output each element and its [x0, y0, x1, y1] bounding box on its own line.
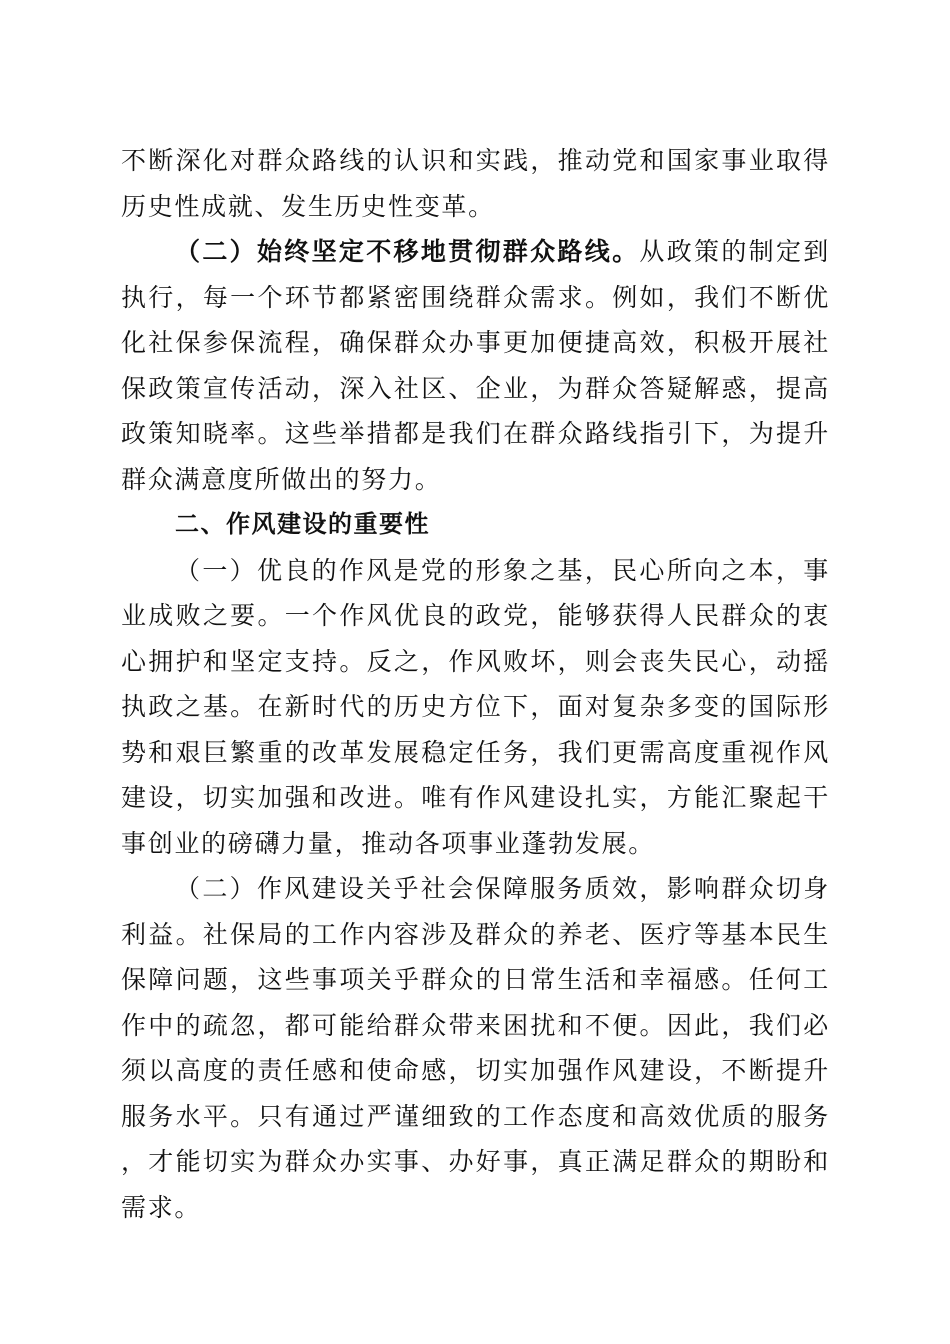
paragraph-party-image [121, 548, 830, 867]
document-body [121, 138, 830, 1230]
paragraph-lead: （二）作风建设关乎社会保障服务质效，影响群众切身利益。 [121, 874, 830, 949]
section-heading: 二、作风建设的重要性 [175, 510, 430, 538]
paragraph-text: 不断深化对群众路线的认识和实践，推动党和国家事业取得历史性成就、发生历史性变革。 [121, 146, 830, 221]
paragraph-lead: （一）优良的作风是党的形象之基，民心所向之本，事业成败之要。 [121, 555, 830, 630]
paragraph-text: 一个作风优良的政党，能够获得人民群众的衷心拥护和坚定支持。反之，作风败坏，则会丧失民心，动摇执政之基。在新时代的历史方位下，面对复杂多变的国际形势和艰巨繁重的改革发展稳定任务，我们更需高度重视作风建设，切实加强和改进。唯有作风建设扎实，方能汇聚起干事创业的磅礴力量，推动各项事业蓬勃发展。 [121, 601, 830, 858]
paragraph-text: 社保局的工作内容涉及群众的养老、医疗等基本民生保障问题，这些事项关乎群众的日常生活和幸福感。任何工作中的疏忽，都可能给群众带来困扰和不便。因此，我们必须以高度的责任感和使命感，切实加强作风建设，不断提升服务水平。只有通过严谨细致的工作态度和高效优质的服务，才能切实为群众办实事、办好事，真正满足群众的期盼和需求。 [121, 919, 830, 1222]
paragraph-text: 从政策的制定到执行，每一个环节都紧密围绕群众需求。例如，我们不断优化社保参保流程，确保群众办事更加便捷高效，积极开展社保政策宣传活动，深入社区、企业，为群众答疑解惑，提高政策知晓率。这些举措都是我们在群众路线指引下，为提升群众满意度所做出的努力。 [121, 237, 830, 494]
paragraph-mass-line-implementation [121, 229, 830, 502]
paragraph-continuation [121, 138, 830, 229]
paragraph-social-security-service [121, 866, 830, 1230]
paragraph-lead: （二）始终坚定不移地贯彻群众路线。 [175, 237, 640, 266]
